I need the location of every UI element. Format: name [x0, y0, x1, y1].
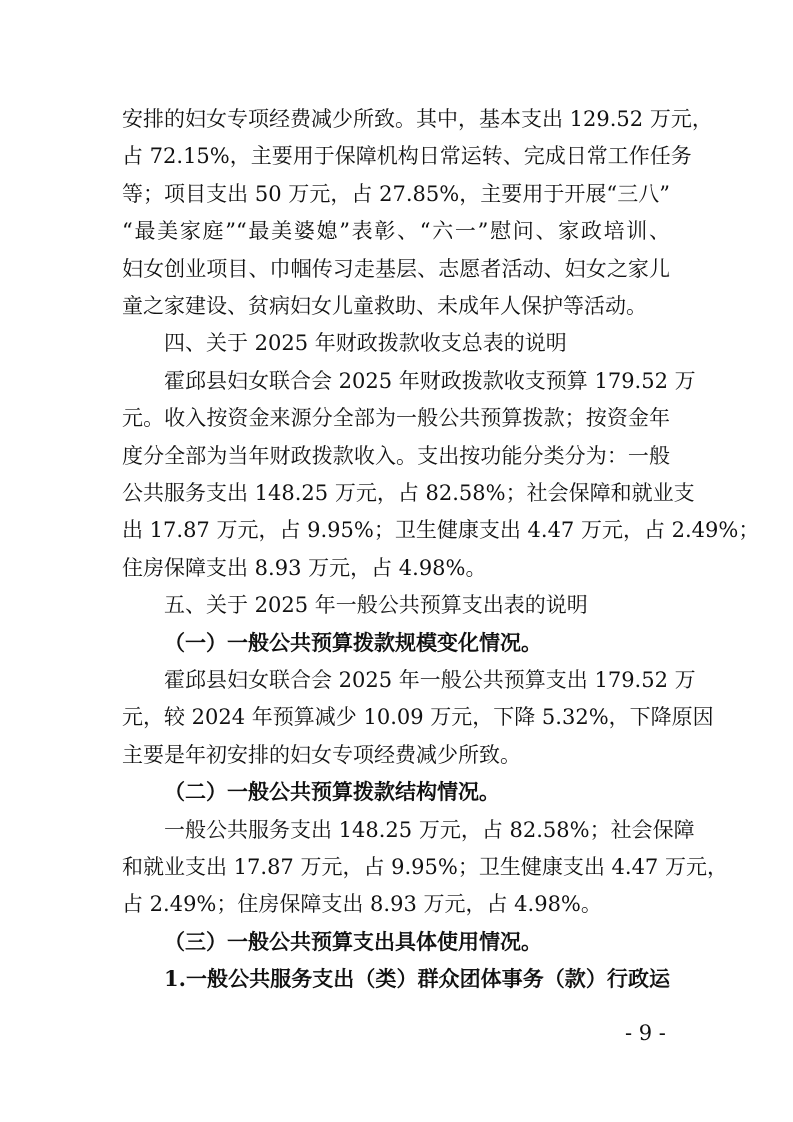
body-text-line: 主要是年初安排的妇女专项经费减少所致。 — [122, 743, 521, 767]
body-text-line: 和就业支出 17.87 万元，占 9.95%；卫生健康支出 4.47 万元， — [122, 855, 728, 879]
subsection-heading: （一）一般公共预算拨款规模变化情况。 — [164, 630, 542, 655]
page-number: - 9 - — [625, 1021, 666, 1045]
section-heading: 五、关于 2025 年一般公共预算支出表的说明 — [164, 593, 588, 617]
body-text-line: 妇女创业项目、巾帼传习走基层、志愿者活动、妇女之家儿 — [122, 257, 670, 281]
subsection-heading: （二）一般公共预算拨款结构情况。 — [164, 779, 500, 804]
body-text-line: 一般公共服务支出 148.25 万元，占 82.58%；社会保障 — [164, 818, 695, 842]
body-text-line: 住房保障支出 8.93 万元，占 4.98%。 — [122, 556, 487, 580]
body-text-line: 占 2.49%；住房保障支出 8.93 万元，占 4.98%。 — [122, 892, 602, 916]
body-text-line: 等；项目支出 50 万元，占 27.85%，主要用于开展“三八” — [122, 182, 670, 206]
body-text-line: 霍邱县妇女联合会 2025 年一般公共预算支出 179.52 万 — [164, 668, 696, 692]
subsection-heading: 1.一般公共服务支出（类）群众团体事务（款）行政运 — [164, 966, 670, 991]
body-text-line: 元。收入按资金来源分全部为一般公共预算拨款；按资金年 — [122, 406, 670, 430]
body-text-line: 度分全部为当年财政拨款收入。支出按功能分类分为：一般 — [122, 444, 670, 468]
body-text-line: 霍邱县妇女联合会 2025 年财政拨款收支预算 179.52 万 — [164, 369, 696, 393]
section-heading: 四、关于 2025 年财政拨款收支总表的说明 — [164, 331, 567, 355]
body-text-line: 占 72.15%，主要用于保障机构日常运转、完成日常工作任务 — [122, 144, 692, 168]
body-text-line: 童之家建设、贫病妇女儿童救助、未成年人保护等活动。 — [122, 294, 647, 318]
body-text-line: 元，较 2024 年预算减少 10.09 万元，下降 5.32%，下降原因 — [122, 705, 714, 729]
body-text-line: 安排的妇女专项经费减少所致。其中，基本支出 129.52 万元， — [122, 107, 713, 131]
body-text-line: 出 17.87 万元，占 9.95%；卫生健康支出 4.47 万元，占 2.49%； — [122, 518, 760, 542]
body-text-line: “最美家庭”“最美婆媳”表彰、“六一”慰问、家政培训、 — [122, 219, 670, 243]
subsection-heading: （三）一般公共预算支出具体使用情况。 — [164, 929, 542, 954]
body-text-line: 公共服务支出 148.25 万元，占 82.58%；社会保障和就业支 — [122, 481, 695, 505]
